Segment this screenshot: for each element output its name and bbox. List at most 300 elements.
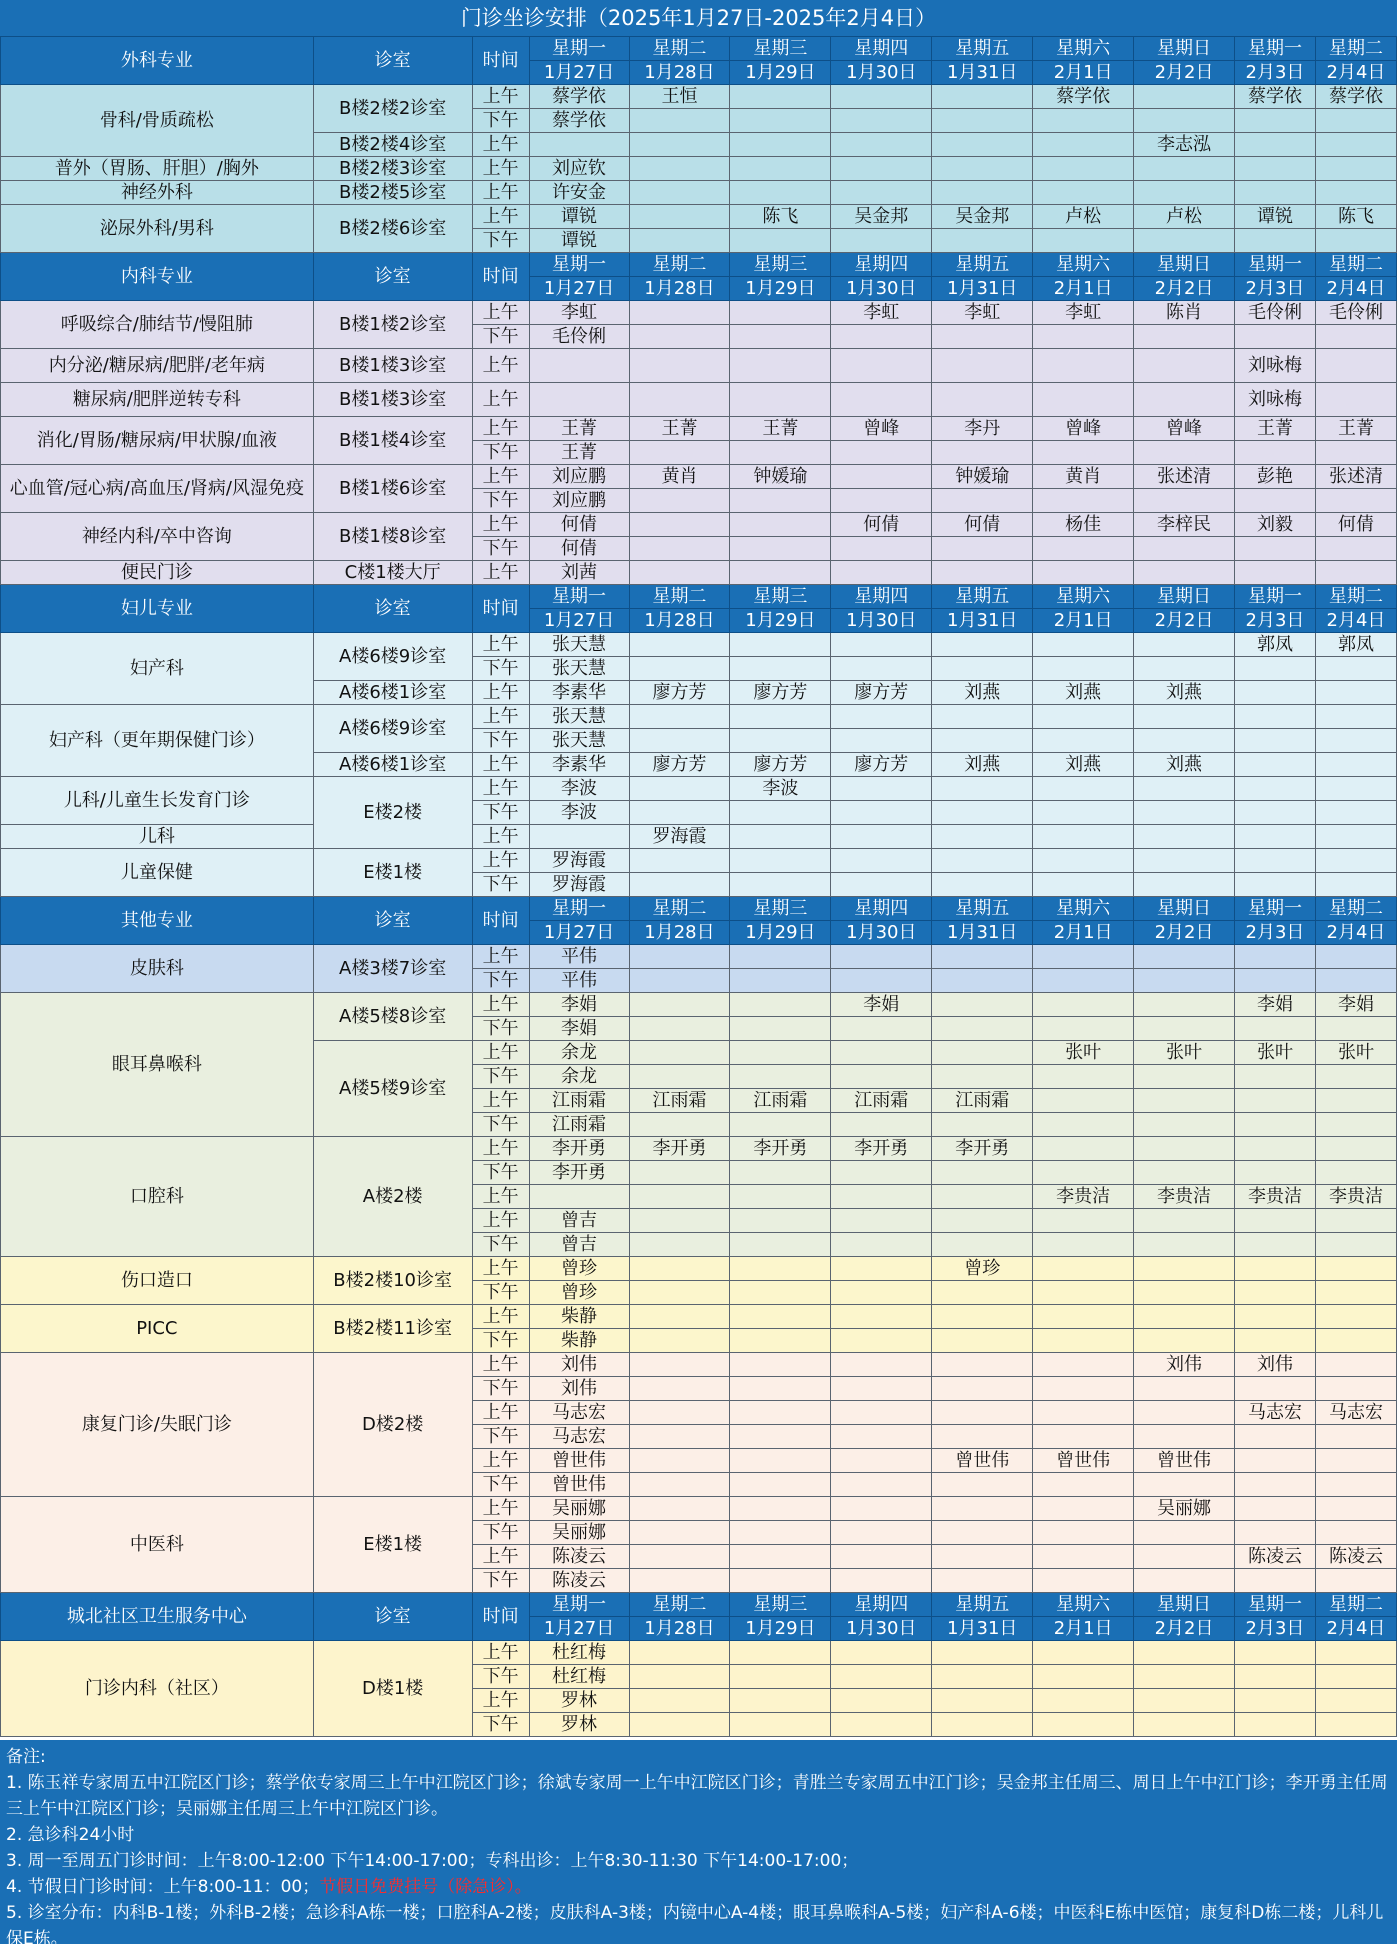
doctor-cell: 柴静 — [529, 1305, 629, 1329]
doctor-cell — [730, 229, 831, 253]
weekday-header: 星期一 — [529, 897, 629, 921]
doctor-cell — [1315, 729, 1396, 753]
doctor-cell — [932, 1065, 1033, 1089]
doctor-cell: 刘咏梅 — [1235, 349, 1316, 383]
doctor-cell — [629, 1545, 730, 1569]
doctor-cell: 王恒 — [629, 85, 730, 109]
doctor-cell — [932, 825, 1033, 849]
doctor-cell — [1033, 969, 1134, 993]
doctor-cell — [629, 1065, 730, 1089]
doctor-cell — [1315, 489, 1396, 513]
room-cell: B楼1楼6诊室 — [313, 465, 472, 513]
doctor-cell: 张叶 — [1315, 1041, 1396, 1065]
doctor-cell — [831, 1521, 932, 1545]
doctor-cell — [730, 85, 831, 109]
doctor-cell: 谭锐 — [1235, 205, 1316, 229]
doctor-cell — [730, 1689, 831, 1713]
doctor-cell — [831, 1113, 932, 1137]
doctor-cell — [831, 1401, 932, 1425]
doctor-cell — [831, 1065, 932, 1089]
doctor-cell: 李波 — [529, 801, 629, 825]
doctor-cell — [1134, 825, 1235, 849]
time-cell: 下午 — [472, 229, 529, 253]
time-cell: 上午 — [472, 1041, 529, 1065]
doctor-cell: 李波 — [529, 777, 629, 801]
time-cell: 上午 — [472, 777, 529, 801]
doctor-cell — [831, 157, 932, 181]
doctor-cell — [629, 1569, 730, 1593]
time-cell: 上午 — [472, 1257, 529, 1281]
department-cell: 儿科/儿童生长发育门诊 — [1, 777, 314, 825]
doctor-cell — [1315, 1329, 1396, 1353]
doctor-cell — [1134, 1089, 1235, 1113]
doctor-cell: 王菁 — [1235, 417, 1316, 441]
doctor-cell: 陈肖 — [1134, 301, 1235, 325]
doctor-cell — [1033, 349, 1134, 383]
doctor-cell — [831, 969, 932, 993]
doctor-cell — [629, 1449, 730, 1473]
schedule-row — [1, 465, 1397, 489]
doctor-cell: 李志泓 — [1134, 133, 1235, 157]
weekday-header: 星期日 — [1134, 253, 1235, 277]
doctor-cell: 杨佳 — [1033, 513, 1134, 537]
doctor-cell — [629, 229, 730, 253]
doctor-cell — [1235, 1689, 1316, 1713]
doctor-cell: 廖方芳 — [629, 753, 730, 777]
doctor-cell — [1134, 1641, 1235, 1665]
room-cell: A楼6楼9诊室 — [313, 633, 472, 681]
doctor-cell — [831, 1689, 932, 1713]
doctor-cell — [529, 1185, 629, 1209]
room-cell: A楼5楼9诊室 — [313, 1041, 472, 1137]
doctor-cell: 李梓民 — [1134, 513, 1235, 537]
doctor-cell — [1315, 1161, 1396, 1185]
date-header: 1月31日 — [932, 277, 1033, 301]
weekday-header: 星期五 — [932, 37, 1033, 61]
doctor-cell — [1315, 657, 1396, 681]
doctor-cell — [1315, 1233, 1396, 1257]
time-cell: 上午 — [472, 1089, 529, 1113]
doctor-cell — [1033, 1233, 1134, 1257]
doctor-cell — [831, 537, 932, 561]
schedule-row — [1, 561, 1397, 585]
doctor-cell — [932, 1113, 1033, 1137]
doctor-cell — [831, 1209, 932, 1233]
weekday-header: 星期四 — [831, 1593, 932, 1617]
doctor-cell: 谭锐 — [529, 205, 629, 229]
doctor-cell — [730, 133, 831, 157]
doctor-cell — [932, 705, 1033, 729]
doctor-cell — [1315, 561, 1396, 585]
doctor-cell: 平伟 — [529, 969, 629, 993]
doctor-cell — [1033, 945, 1134, 969]
doctor-cell — [932, 349, 1033, 383]
doctor-cell — [1033, 1161, 1134, 1185]
doctor-cell: 余龙 — [529, 1041, 629, 1065]
doctor-cell: 曾世伟 — [529, 1473, 629, 1497]
doctor-cell — [932, 109, 1033, 133]
doctor-cell — [1235, 1113, 1316, 1137]
doctor-cell — [831, 1425, 932, 1449]
doctor-cell: 吴金邦 — [932, 205, 1033, 229]
doctor-cell — [730, 1281, 831, 1305]
doctor-cell — [730, 1113, 831, 1137]
doctor-cell — [831, 633, 932, 657]
doctor-cell — [1315, 681, 1396, 705]
doctor-cell — [730, 1401, 831, 1425]
weekday-header: 星期三 — [730, 1593, 831, 1617]
doctor-cell: 平伟 — [529, 945, 629, 969]
department-cell: 眼耳鼻喉科 — [1, 993, 314, 1137]
doctor-cell: 陈飞 — [1315, 205, 1396, 229]
doctor-cell — [932, 1233, 1033, 1257]
time-cell: 下午 — [472, 1473, 529, 1497]
weekday-header: 星期六 — [1033, 1593, 1134, 1617]
date-header: 2月2日 — [1134, 609, 1235, 633]
doctor-cell — [1033, 1257, 1134, 1281]
doctor-cell: 李开勇 — [831, 1137, 932, 1161]
doctor-cell — [730, 1377, 831, 1401]
doctor-cell — [932, 633, 1033, 657]
page-title: 门诊坐诊安排（2025年1月27日-2025年2月4日） — [0, 0, 1397, 37]
weekday-header: 星期三 — [730, 253, 831, 277]
doctor-cell — [831, 657, 932, 681]
doctor-cell — [1315, 349, 1396, 383]
room-cell: B楼2楼6诊室 — [313, 205, 472, 253]
doctor-cell: 李虹 — [1033, 301, 1134, 325]
doctor-cell — [831, 325, 932, 349]
date-header: 2月1日 — [1033, 277, 1134, 301]
doctor-cell — [1134, 325, 1235, 349]
doctor-cell — [1235, 1521, 1316, 1545]
doctor-cell — [629, 383, 730, 417]
doctor-cell — [1134, 1305, 1235, 1329]
doctor-cell: 江雨霜 — [730, 1089, 831, 1113]
time-cell: 上午 — [472, 157, 529, 181]
doctor-cell — [831, 85, 932, 109]
doctor-cell: 陈飞 — [730, 205, 831, 229]
schedule-row — [1, 513, 1397, 537]
doctor-cell — [730, 349, 831, 383]
doctor-cell — [932, 561, 1033, 585]
weekday-header: 星期五 — [932, 897, 1033, 921]
doctor-cell — [730, 1185, 831, 1209]
doctor-cell — [730, 1473, 831, 1497]
schedule-row — [1, 1257, 1397, 1281]
doctor-cell: 王菁 — [1315, 417, 1396, 441]
doctor-cell — [1235, 1641, 1316, 1665]
date-header: 2月4日 — [1315, 61, 1396, 85]
schedule-row — [1, 705, 1397, 729]
doctor-cell — [1315, 1569, 1396, 1593]
doctor-cell: 刘伟 — [1235, 1353, 1316, 1377]
room-cell: A楼3楼7诊室 — [313, 945, 472, 993]
doctor-cell — [730, 1353, 831, 1377]
doctor-cell — [629, 513, 730, 537]
doctor-cell — [1235, 849, 1316, 873]
weekday-header: 星期六 — [1033, 897, 1134, 921]
doctor-cell — [1235, 1569, 1316, 1593]
doctor-cell: 江雨霜 — [932, 1089, 1033, 1113]
date-header: 1月29日 — [730, 61, 831, 85]
doctor-cell — [1033, 873, 1134, 897]
time-cell: 上午 — [472, 1545, 529, 1569]
doctor-cell — [831, 705, 932, 729]
weekday-header: 星期一 — [1235, 585, 1316, 609]
doctor-cell — [831, 1665, 932, 1689]
doctor-cell — [932, 1209, 1033, 1233]
doctor-cell — [629, 1161, 730, 1185]
doctor-cell — [831, 1569, 932, 1593]
doctor-cell — [730, 657, 831, 681]
doctor-cell — [629, 969, 730, 993]
doctor-cell — [1315, 825, 1396, 849]
doctor-cell — [1033, 1017, 1134, 1041]
doctor-cell — [730, 1209, 831, 1233]
doctor-cell — [831, 1041, 932, 1065]
doctor-cell — [1235, 109, 1316, 133]
doctor-cell — [730, 945, 831, 969]
doctor-cell — [730, 325, 831, 349]
doctor-cell — [1134, 777, 1235, 801]
department-cell: 消化/胃肠/糖尿病/甲状腺/血液 — [1, 417, 314, 465]
doctor-cell — [730, 849, 831, 873]
doctor-cell: 刘燕 — [1134, 681, 1235, 705]
doctor-cell — [730, 1713, 831, 1737]
doctor-cell — [1134, 181, 1235, 205]
doctor-cell: 马志宏 — [1315, 1401, 1396, 1425]
doctor-cell — [629, 133, 730, 157]
doctor-cell — [1315, 1425, 1396, 1449]
doctor-cell — [730, 873, 831, 897]
doctor-cell — [1315, 1137, 1396, 1161]
date-header: 1月27日 — [529, 277, 629, 301]
doctor-cell — [831, 1329, 932, 1353]
weekday-header: 星期四 — [831, 585, 932, 609]
date-header: 2月1日 — [1033, 921, 1134, 945]
time-cell: 上午 — [472, 181, 529, 205]
note-4-free-registration: 节假日免费挂号（除急诊）。 — [319, 1877, 532, 1897]
doctor-cell — [730, 383, 831, 417]
doctor-cell — [1235, 1233, 1316, 1257]
doctor-cell — [831, 729, 932, 753]
room-header: 诊室 — [313, 37, 472, 85]
doctor-cell — [1235, 1017, 1316, 1041]
doctor-cell: 李开勇 — [629, 1137, 730, 1161]
time-cell: 下午 — [472, 969, 529, 993]
doctor-cell — [1235, 229, 1316, 253]
time-cell: 下午 — [472, 1425, 529, 1449]
time-cell: 下午 — [472, 1113, 529, 1137]
schedule-row — [1, 945, 1397, 969]
doctor-cell — [1134, 969, 1235, 993]
doctor-cell — [730, 181, 831, 205]
date-header: 1月28日 — [629, 277, 730, 301]
doctor-cell — [529, 349, 629, 383]
doctor-cell — [932, 489, 1033, 513]
time-cell: 上午 — [472, 825, 529, 849]
doctor-cell — [1033, 1281, 1134, 1305]
doctor-cell — [831, 229, 932, 253]
doctor-cell — [1134, 1233, 1235, 1257]
doctor-cell — [831, 1497, 932, 1521]
department-cell: 伤口造口 — [1, 1257, 314, 1305]
doctor-cell — [1134, 1713, 1235, 1737]
doctor-cell — [1235, 1497, 1316, 1521]
doctor-cell — [932, 1689, 1033, 1713]
doctor-cell — [629, 1329, 730, 1353]
doctor-cell — [629, 301, 730, 325]
doctor-cell — [1134, 1545, 1235, 1569]
doctor-cell: 刘咏梅 — [1235, 383, 1316, 417]
doctor-cell — [730, 537, 831, 561]
weekday-header: 星期三 — [730, 37, 831, 61]
doctor-cell — [730, 561, 831, 585]
doctor-cell — [1033, 1113, 1134, 1137]
doctor-cell — [629, 1521, 730, 1545]
schedule-table — [0, 36, 1397, 1737]
note-1: 1. 陈玉祥专家周五中江院区门诊；蔡学依专家周三上午中江院区门诊；徐斌专家周一上午中江院区门诊；青胜兰专家周五中江门诊；吴金邦主任周三、周日上午中江门诊；李开勇主任周三上午中江院区门诊；吴丽娜主任周三上午中江院区门诊。 — [6, 1773, 1388, 1819]
doctor-cell: 李贵洁 — [1134, 1185, 1235, 1209]
department-cell: 中医科 — [1, 1497, 314, 1593]
doctor-cell — [932, 969, 1033, 993]
doctor-cell: 刘燕 — [1033, 681, 1134, 705]
doctor-cell — [1033, 1641, 1134, 1665]
doctor-cell: 谭锐 — [529, 229, 629, 253]
doctor-cell — [932, 157, 1033, 181]
weekday-header: 星期四 — [831, 897, 932, 921]
time-cell: 上午 — [472, 1449, 529, 1473]
department-cell: 口腔科 — [1, 1137, 314, 1257]
doctor-cell: 张述清 — [1134, 465, 1235, 489]
doctor-cell: 马志宏 — [529, 1401, 629, 1425]
department-cell: 儿童保健 — [1, 849, 314, 897]
doctor-cell — [1235, 1089, 1316, 1113]
doctor-cell: 曾珍 — [932, 1257, 1033, 1281]
doctor-cell — [629, 1185, 730, 1209]
doctor-cell: 曾世伟 — [529, 1449, 629, 1473]
doctor-cell: 刘燕 — [1134, 753, 1235, 777]
doctor-cell — [730, 1665, 831, 1689]
doctor-cell: 曾珍 — [529, 1281, 629, 1305]
date-header: 1月30日 — [831, 277, 932, 301]
doctor-cell — [730, 801, 831, 825]
time-cell: 下午 — [472, 873, 529, 897]
doctor-cell — [831, 181, 932, 205]
doctor-cell — [932, 945, 1033, 969]
time-cell: 下午 — [472, 489, 529, 513]
doctor-cell — [1235, 1161, 1316, 1185]
doctor-cell — [1033, 1209, 1134, 1233]
doctor-cell: 何倩 — [932, 513, 1033, 537]
doctor-cell: 李贵洁 — [1315, 1185, 1396, 1209]
doctor-cell: 江雨霜 — [529, 1113, 629, 1137]
date-header: 1月29日 — [730, 921, 831, 945]
doctor-cell — [730, 513, 831, 537]
date-header: 2月1日 — [1033, 61, 1134, 85]
doctor-cell — [1033, 1665, 1134, 1689]
doctor-cell — [1315, 777, 1396, 801]
date-header: 1月29日 — [730, 609, 831, 633]
weekday-header: 星期一 — [1235, 1593, 1316, 1617]
date-header: 2月2日 — [1134, 921, 1235, 945]
doctor-cell — [932, 777, 1033, 801]
doctor-cell — [629, 1353, 730, 1377]
doctor-cell: 刘燕 — [932, 753, 1033, 777]
doctor-cell: 李娟 — [529, 993, 629, 1017]
doctor-cell — [629, 109, 730, 133]
doctor-cell — [1033, 1137, 1134, 1161]
doctor-cell — [1033, 1353, 1134, 1377]
department-cell: 泌尿外科/男科 — [1, 205, 314, 253]
doctor-cell: 刘伟 — [1134, 1353, 1235, 1377]
note-4-hours: 4. 节假日门诊时间：上午8:00-11：00； — [6, 1877, 320, 1897]
doctor-cell — [831, 1281, 932, 1305]
doctor-cell: 李贵洁 — [1033, 1185, 1134, 1209]
weekday-header: 星期二 — [1315, 37, 1396, 61]
doctor-cell: 江雨霜 — [831, 1089, 932, 1113]
room-cell: B楼1楼2诊室 — [313, 301, 472, 349]
room-cell: B楼1楼3诊室 — [313, 349, 472, 383]
weekday-header: 星期一 — [1235, 37, 1316, 61]
doctor-cell — [831, 133, 932, 157]
doctor-cell: 李波 — [730, 777, 831, 801]
doctor-cell — [1235, 1137, 1316, 1161]
time-cell: 下午 — [472, 1017, 529, 1041]
doctor-cell — [831, 349, 932, 383]
doctor-cell — [730, 1545, 831, 1569]
doctor-cell: 刘应鹏 — [529, 465, 629, 489]
room-header: 诊室 — [313, 897, 472, 945]
doctor-cell — [1033, 441, 1134, 465]
doctor-cell — [1315, 325, 1396, 349]
doctor-cell — [629, 1425, 730, 1449]
room-cell: B楼2楼11诊室 — [313, 1305, 472, 1353]
date-header: 1月31日 — [932, 921, 1033, 945]
doctor-cell — [932, 1041, 1033, 1065]
doctor-cell: 李素华 — [529, 681, 629, 705]
doctor-cell: 黄肖 — [629, 465, 730, 489]
doctor-cell — [1033, 537, 1134, 561]
doctor-cell — [730, 633, 831, 657]
doctor-cell — [932, 1281, 1033, 1305]
doctor-cell: 杜红梅 — [529, 1641, 629, 1665]
doctor-cell — [1315, 753, 1396, 777]
doctor-cell — [629, 1713, 730, 1737]
doctor-cell — [629, 1665, 730, 1689]
schedule-row — [1, 85, 1397, 109]
doctor-cell — [831, 1305, 932, 1329]
department-cell: 皮肤科 — [1, 945, 314, 993]
doctor-cell: 廖方芳 — [629, 681, 730, 705]
room-cell: E楼1楼 — [313, 849, 472, 897]
doctor-cell — [1134, 945, 1235, 969]
doctor-cell — [1033, 1377, 1134, 1401]
date-header: 2月1日 — [1033, 1617, 1134, 1641]
doctor-cell — [1033, 1521, 1134, 1545]
doctor-cell — [529, 133, 629, 157]
doctor-cell: 钟媛瑜 — [730, 465, 831, 489]
doctor-cell — [1033, 849, 1134, 873]
doctor-cell — [1235, 1377, 1316, 1401]
doctor-cell: 李丹 — [932, 417, 1033, 441]
doctor-cell — [629, 705, 730, 729]
doctor-cell — [1033, 325, 1134, 349]
date-header: 1月30日 — [831, 61, 932, 85]
doctor-cell — [1235, 181, 1316, 205]
doctor-cell — [629, 1641, 730, 1665]
time-cell: 下午 — [472, 801, 529, 825]
